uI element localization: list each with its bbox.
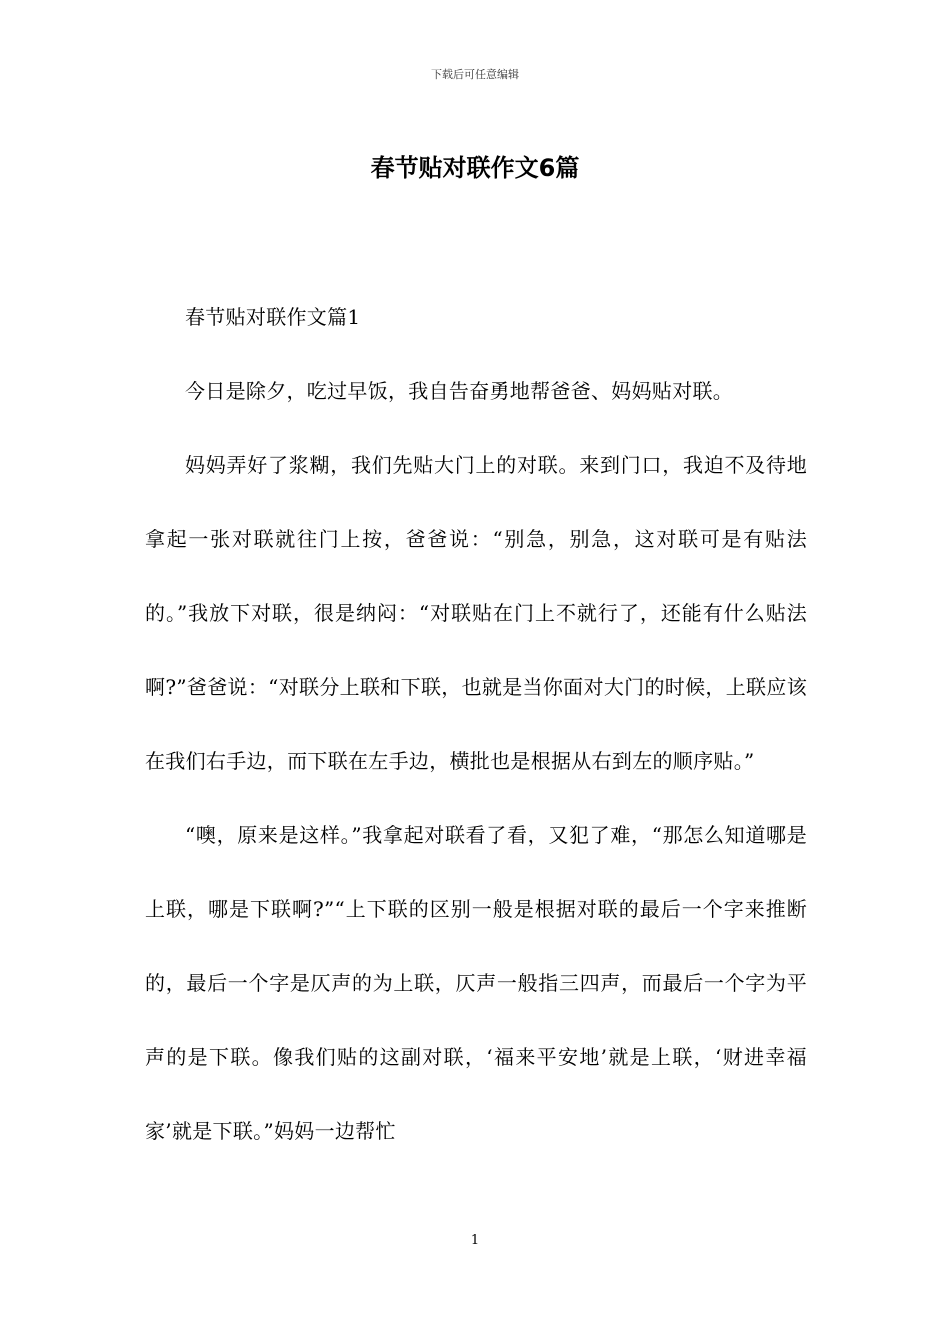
- paragraph-1: 今日是除夕，吃过早饭，我自告奋勇地帮爸爸、妈妈贴对联。: [185, 379, 734, 403]
- paragraph-3: “噢，原来是这样。”我拿起对联看了看，又犯了难，“那怎么知道哪是上联，哪是下联啊?”“上下联的区别一般是根据对联的最后一个字来推断的，最后一个字是仄声的为上联，仄声一般指三四声，而最后一个字为平声的是下联。像我们贴的这副对联，‘福来平安地’就是上联，‘财进幸福家’就是下联。”妈妈一边帮忙: [145, 823, 807, 1143]
- section-heading: 春节贴对联作文篇1: [185, 305, 361, 329]
- paragraph-2: 妈妈弄好了浆糊，我们先贴大门上的对联。来到门口，我迫不及待地拿起一张对联就往门上按，爸爸说：“别急，别急，这对联可是有贴法的。”我放下对联，很是纳闷：“对联贴在门上不就行了，还能有什么贴法啊?”爸爸说：“对联分上联和下联，也就是当你面对大门的时候，上联应该在我们右手边，而下联在左手边，横批也是根据从右到左的顺序贴。”: [145, 453, 807, 773]
- document-body: [145, 280, 807, 1168]
- page-number: 1: [470, 1233, 480, 1248]
- document-title: 春节贴对联作文6篇: [370, 154, 580, 182]
- page-header-note: 下载后可任意编辑: [431, 68, 519, 81]
